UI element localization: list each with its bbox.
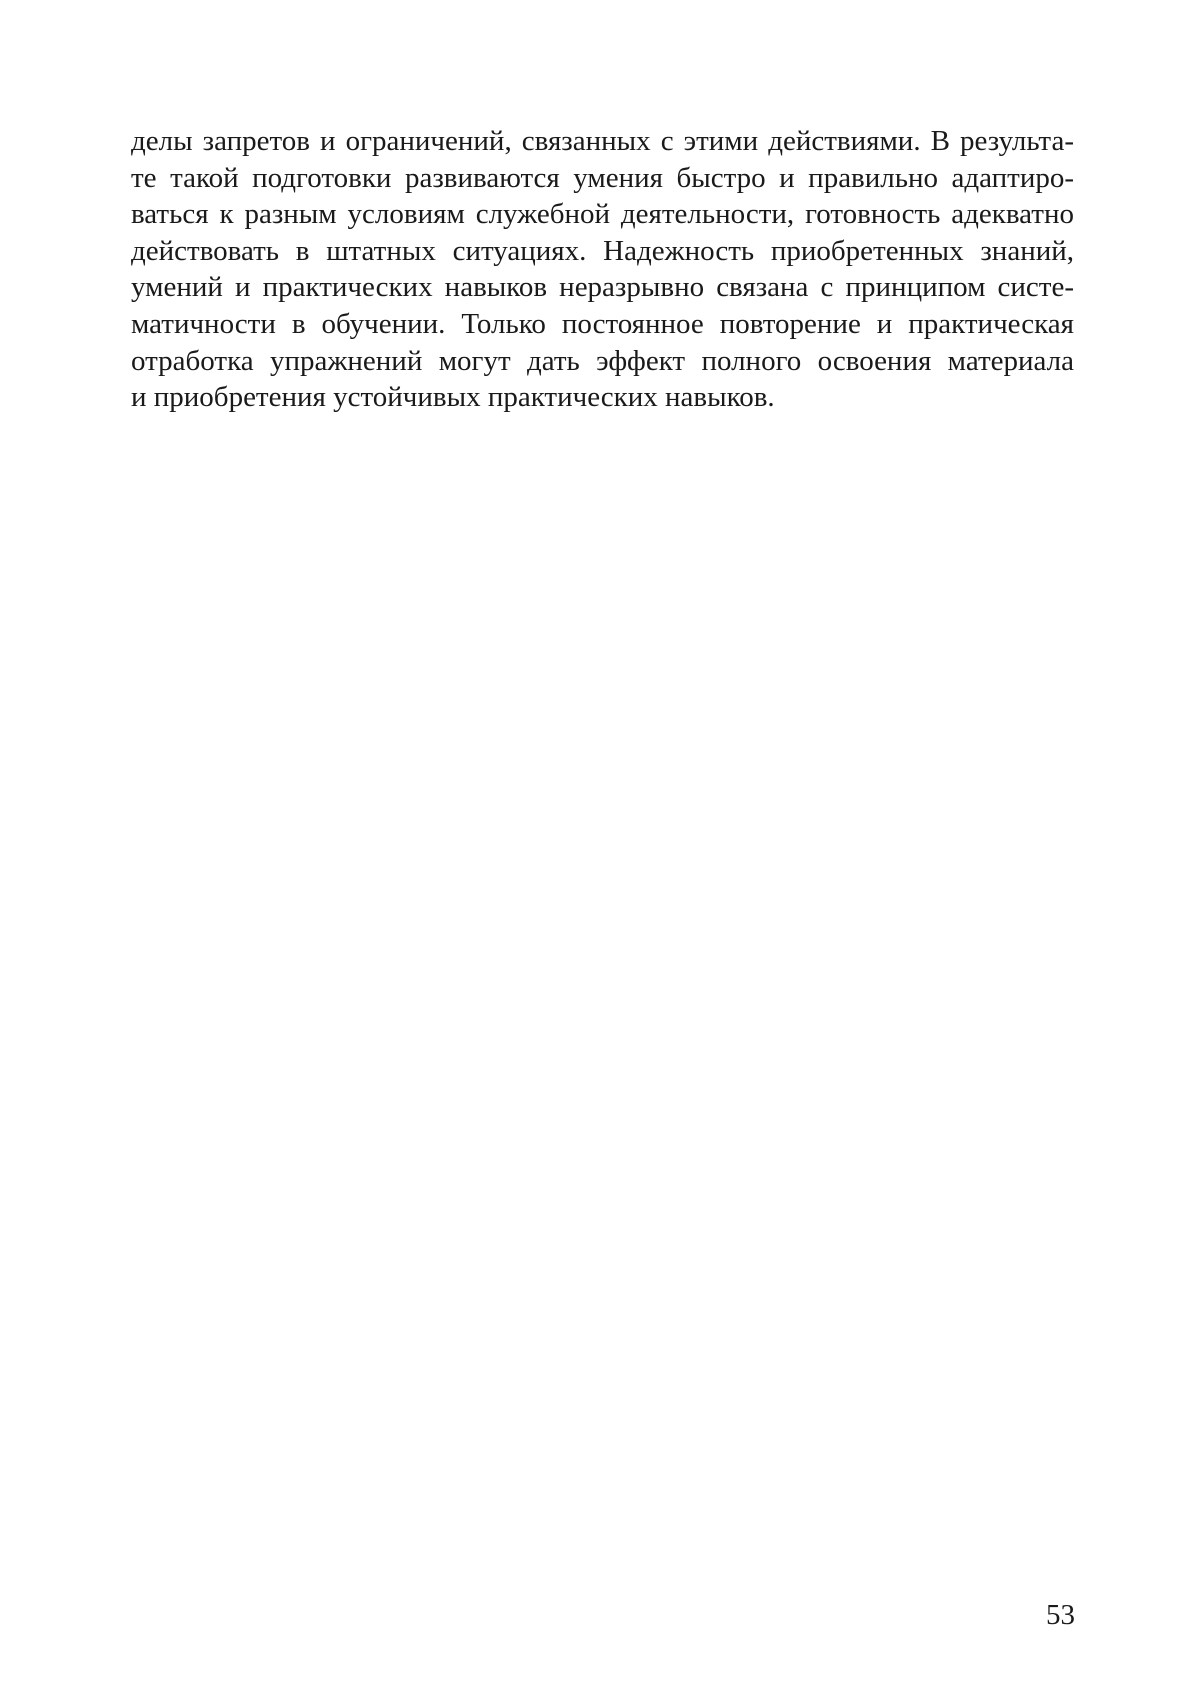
body-paragraph xyxy=(131,123,1074,416)
page-number: 53 xyxy=(1046,1599,1075,1631)
paragraph-line: ваться к разным условиям служебной деятельности, готовность адекватно xyxy=(131,198,1074,231)
paragraph-line: умений и практических навыков неразрывно связана с принципом систе- xyxy=(131,271,1074,304)
paragraph-line: делы запретов и ограничений, связанных с этими действиями. В результа- xyxy=(131,125,1074,157)
paragraph-line: и приобретения устойчивых практических навыков. xyxy=(131,381,775,414)
paragraph-line: действовать в штатных ситуациях. Надежность приобретенных знаний, xyxy=(131,234,1074,267)
paragraph-line: матичности в обучении. Только постоянное повторение и практическая xyxy=(131,307,1074,340)
paragraph-line: отработка упражнений могут дать эффект полного освоения материала xyxy=(131,344,1074,377)
paragraph-line: те такой подготовки развиваются умения быстро и правильно адаптиро- xyxy=(131,161,1074,194)
